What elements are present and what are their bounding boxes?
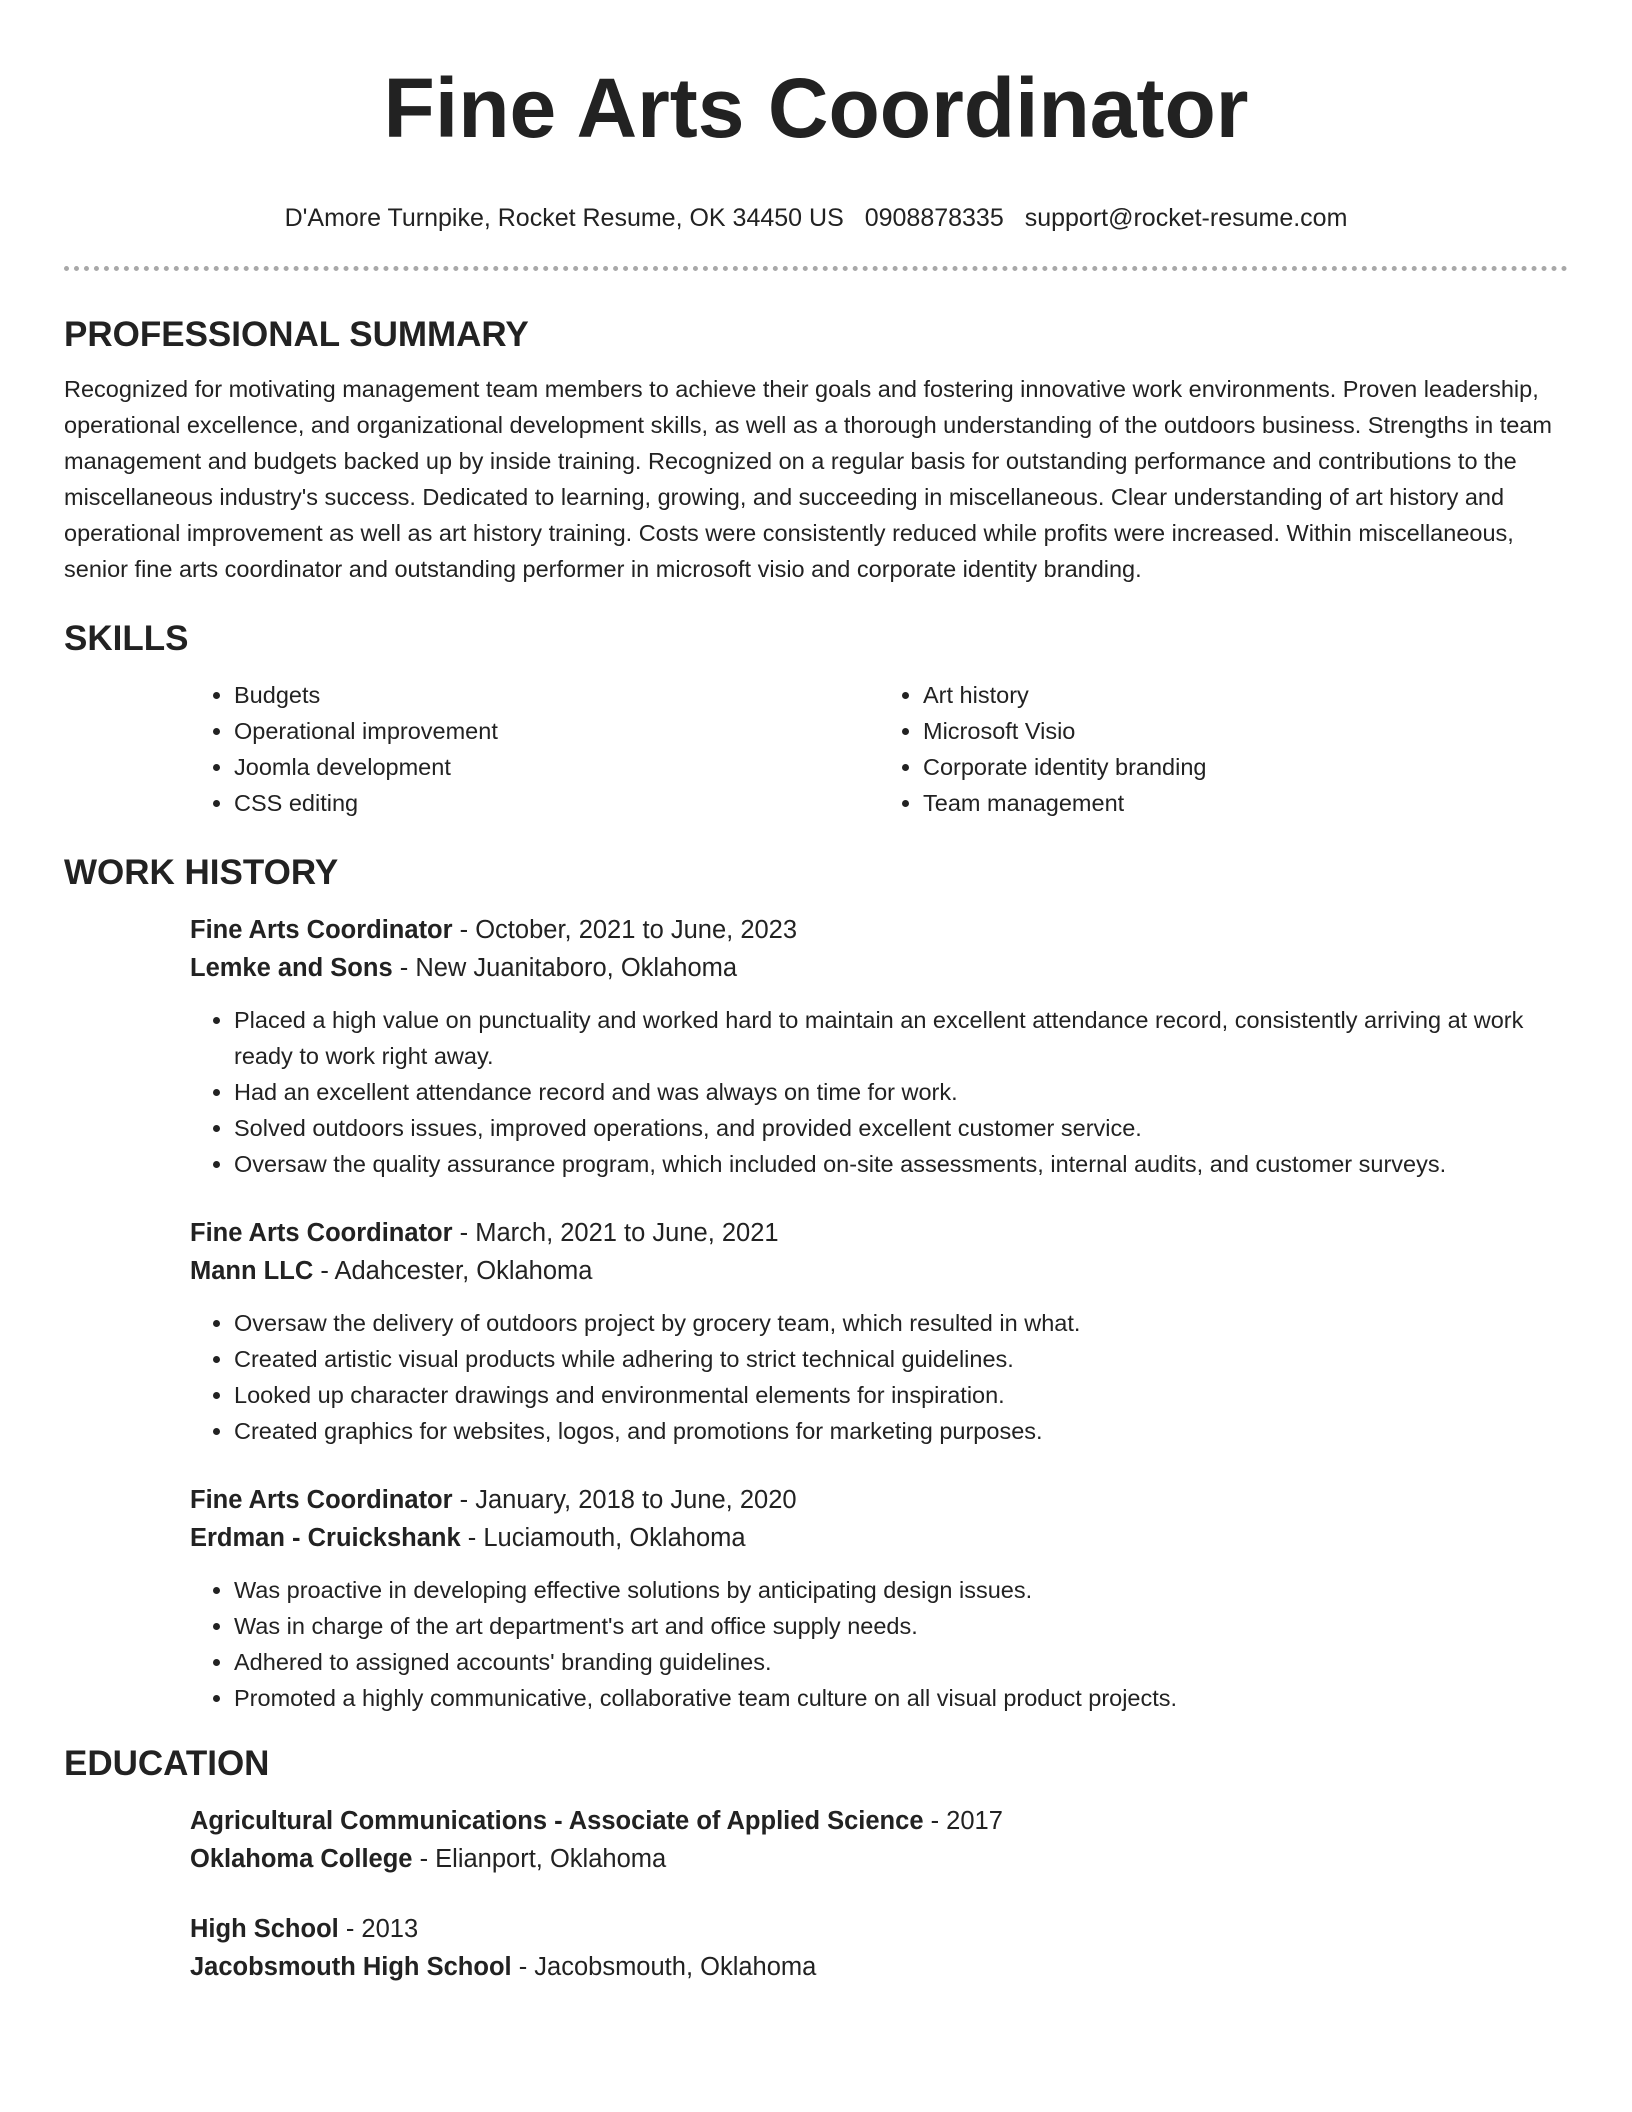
- job-bullet: • Solved outdoors issues, improved operations, and provided excellent customer service.: [234, 1110, 1568, 1146]
- job-bullet: • Promoted a highly communicative, collaborative team culture on all visual product projects.: [234, 1680, 1568, 1716]
- summary-heading: PROFESSIONAL SUMMARY: [64, 315, 529, 354]
- school-line: [190, 1840, 1568, 1878]
- school-location: - Jacobsmouth, Oklahoma: [511, 1953, 817, 1981]
- skills-heading: SKILLS: [64, 619, 189, 658]
- job-bullet: • Was proactive in developing effective solutions by anticipating design issues.: [234, 1572, 1568, 1608]
- degree-line: [190, 1910, 1568, 1948]
- contact-line: [64, 202, 1568, 234]
- job-bullet: • Placed a high value on punctuality and worked hard to maintain an excellent attendance record, consistently arriving at work ready to work right away.: [234, 1002, 1568, 1074]
- resume-title: Fine Arts Coordinator: [383, 61, 1249, 155]
- job-bullet: • Created artistic visual products while adhering to strict technical guidelines.: [234, 1341, 1568, 1377]
- job-location: - Adahcester, Oklahoma: [313, 1257, 593, 1285]
- skill-item: • CSS editing: [234, 785, 879, 821]
- work-history-heading: WORK HISTORY: [64, 853, 339, 892]
- summary-text: Recognized for motivating management team members to achieve their goals and fostering innovative work environments. Proven leadership, operational excellence, and organizational development skills, as well as a thorough understanding of the outdoors business. Strengths in team management and budgets backed up by inside training. Recognized on a regular basis for outstanding performance and contributions to the miscellaneous industry's success. Dedicated to learning, growing, and succeeding in miscellaneous. Clear understanding of art history and operational improvement as well as art history training. Costs were consistently reduced while profits were increased. Within miscellaneous, senior fine arts coordinator and outstanding performer in microsoft visio and corporate identity branding.: [64, 376, 1552, 582]
- degree-line: [190, 1802, 1568, 1840]
- job-location: - Luciamouth, Oklahoma: [460, 1524, 746, 1552]
- degree: Agricultural Communications - Associate of Applied Science: [190, 1807, 924, 1835]
- job-bullets: [190, 1572, 1568, 1716]
- graduation-year: - 2017: [923, 1807, 1003, 1835]
- job-company-line: [190, 1252, 1568, 1290]
- skills-column-right: [879, 677, 1568, 821]
- job-company: Erdman - Cruickshank: [190, 1524, 461, 1552]
- education-heading: EDUCATION: [64, 1744, 270, 1783]
- job-entry: [190, 1481, 1568, 1716]
- job-bullets: [190, 1002, 1568, 1182]
- job-bullet: • Was in charge of the art department's art and office supply needs.: [234, 1608, 1568, 1644]
- skill-item: • Operational improvement: [234, 713, 879, 749]
- job-company: Mann LLC: [190, 1257, 314, 1285]
- address: D'Amore Turnpike, Rocket Resume, OK 34450 US: [284, 204, 844, 232]
- job-dates: - January, 2018 to June, 2020: [452, 1486, 797, 1514]
- school-name: Oklahoma College: [190, 1845, 413, 1873]
- job-title-line: [190, 911, 1568, 949]
- job-title-line: [190, 1214, 1568, 1252]
- skill-item: • Joomla development: [234, 749, 879, 785]
- job-dates: - October, 2021 to June, 2023: [452, 916, 798, 944]
- education-entry: [190, 1910, 1568, 1986]
- school-line: [190, 1948, 1568, 1986]
- job-title-line: [190, 1481, 1568, 1519]
- job-role: Fine Arts Coordinator: [190, 1219, 453, 1247]
- job-bullet: • Adhered to assigned accounts' branding guidelines.: [234, 1644, 1568, 1680]
- job-bullet: • Oversaw the quality assurance program, which included on-site assessments, internal audits, and customer surveys.: [234, 1146, 1568, 1182]
- skill-item: • Microsoft Visio: [923, 713, 1568, 749]
- job-location: - New Juanitaboro, Oklahoma: [392, 954, 738, 982]
- job-bullets: [190, 1305, 1568, 1449]
- skill-item: • Team management: [923, 785, 1568, 821]
- skills-column-left: [190, 677, 879, 821]
- header-divider: [64, 266, 1568, 271]
- job-bullet: • Oversaw the delivery of outdoors project by grocery team, which resulted in what.: [234, 1305, 1568, 1341]
- job-bullet: • Had an excellent attendance record and was always on time for work.: [234, 1074, 1568, 1110]
- job-bullet: • Created graphics for websites, logos, and promotions for marketing purposes.: [234, 1413, 1568, 1449]
- email: support@rocket-resume.com: [1024, 204, 1348, 232]
- skill-item: • Budgets: [234, 677, 879, 713]
- job-role: Fine Arts Coordinator: [190, 1486, 453, 1514]
- job-entry: [190, 1214, 1568, 1449]
- job-bullet: • Looked up character drawings and environmental elements for inspiration.: [234, 1377, 1568, 1413]
- job-entry: [190, 911, 1568, 1182]
- skill-item: • Art history: [923, 677, 1568, 713]
- skill-item: • Corporate identity branding: [923, 749, 1568, 785]
- graduation-year: - 2013: [338, 1915, 419, 1943]
- skills-list: [190, 677, 1568, 821]
- job-company-line: [190, 949, 1568, 987]
- degree: High School: [190, 1915, 339, 1943]
- job-company: Lemke and Sons: [190, 954, 393, 982]
- job-company-line: [190, 1519, 1568, 1557]
- school-name: Jacobsmouth High School: [190, 1953, 512, 1981]
- job-role: Fine Arts Coordinator: [190, 916, 453, 944]
- school-location: - Elianport, Oklahoma: [412, 1845, 667, 1873]
- phone: 0908878335: [864, 204, 1004, 232]
- job-dates: - March, 2021 to June, 2021: [452, 1219, 779, 1247]
- education-entry: [190, 1802, 1568, 1878]
